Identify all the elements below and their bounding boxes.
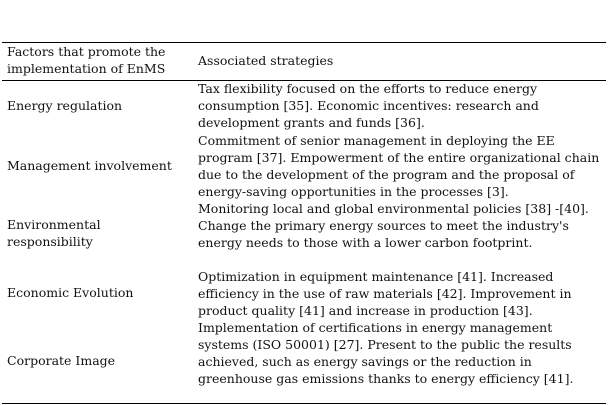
factor-cell: Corporate Image (7, 353, 116, 368)
header-strategies: Associated strategies (198, 53, 334, 68)
factor-cell: Energy regulation (7, 98, 123, 113)
factor-cell: Management involvement (7, 158, 172, 173)
strategy-cell: Tax flexibility focused on the efforts to reduce energy consumption [35]. Economic incentives: research and development grants and funds [36]. (198, 81, 539, 130)
table-bottom-rule (2, 403, 606, 404)
strategy-cell: Optimization in equipment maintenance [41]. Increased efficiency in the use of raw materials [42]. Improvement in product quality [41] and increase in production [43]. (198, 269, 572, 318)
factor-cell: Environmental responsibility (7, 217, 101, 249)
strategy-cell: Commitment of senior management in deploying the EE program [37]. Empowerment of the entire organizational chain due to the development of the program and the proposal of energy-saving opportunities in the processes [3]. (198, 133, 600, 199)
strategy-cell: Monitoring local and global environmental policies [38] -[40]. Change the primary energy sources to meet the industry's energy needs to those with a lower carbon footprint. (198, 201, 589, 250)
factor-cell: Economic Evolution (7, 285, 134, 300)
header-factors: Factors that promote the implementation of EnMS (7, 44, 166, 76)
strategy-cell: Implementation of certifications in energy management systems (ISO 50001) [27]. Present to the public the results achieved, such as energy savings or the reduction in greenhouse gas emissions thanks to energy efficiency [41]. (198, 320, 574, 386)
